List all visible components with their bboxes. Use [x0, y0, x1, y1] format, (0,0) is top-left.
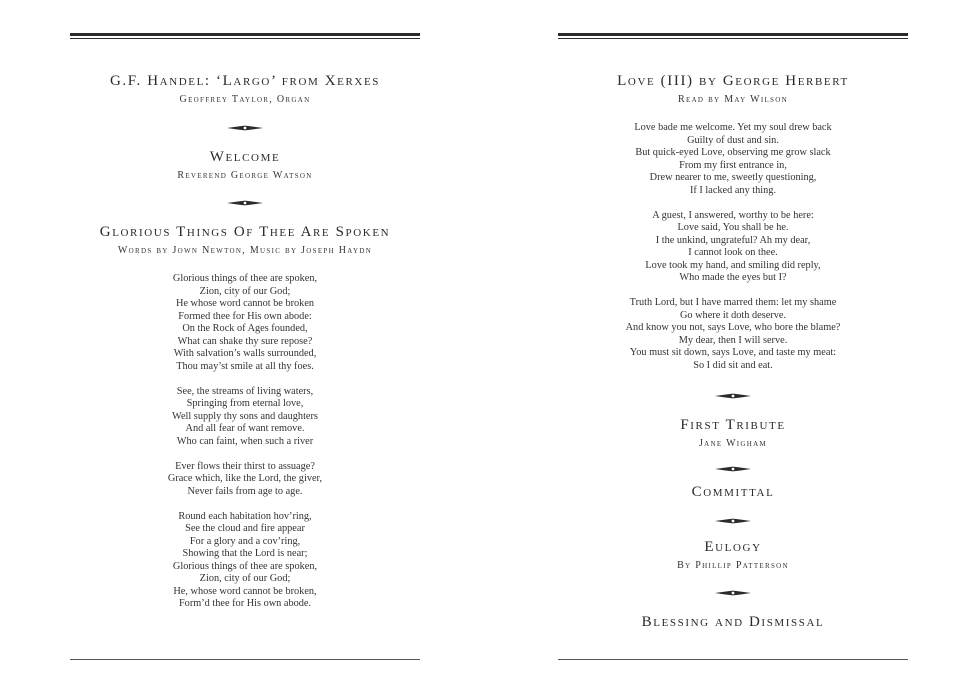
verse-line: Truth Lord, but I have marred them: let my shame [629, 297, 837, 308]
verse-line: Thou may’st smile at all thy foes. [176, 360, 314, 372]
verse-line: My dear, then I will serve. [678, 334, 788, 346]
stanza [558, 122, 908, 197]
verse-line: Zion, city of our God; [199, 285, 291, 297]
verse-line: And know you not, says Love, who bore the blame? [625, 322, 841, 333]
top-rule [558, 33, 908, 36]
poem-text [558, 122, 908, 385]
section-title: Committal [691, 484, 775, 500]
verse-line: From my first entrance in, [679, 159, 787, 171]
flourish-divider-icon [558, 466, 908, 472]
section-subtitle: Words by Jown Newton, Music by Joseph Haydn [117, 245, 373, 256]
verse-line: Showing that the Lord is near; [182, 548, 308, 559]
section-title: First Tribute [680, 417, 786, 433]
verse-line: So I did sit and eat. [693, 359, 773, 371]
stanza [70, 273, 420, 373]
bottom-rule [558, 659, 908, 660]
verse-line: Glorious things of thee are spoken, [172, 560, 318, 572]
verse-line: I the unkind, ungrateful? Ah my dear, [655, 234, 811, 246]
verse-line: See the cloud and fire appear [185, 523, 305, 534]
stanza [70, 386, 420, 449]
section-title: Blessing and Dismissal [641, 614, 825, 630]
section-committal [558, 483, 908, 501]
verse-line: Love said, You shall be he. [677, 222, 789, 233]
flourish-divider-icon [558, 518, 908, 524]
verse-line: I cannot look on thee. [688, 247, 778, 258]
verse-line: Form’d thee for His own abode. [178, 598, 312, 609]
verse-line: What can shake thy sure repose? [177, 335, 313, 347]
verse-line: Formed thee for His own abode: [178, 310, 312, 322]
verse-line: Glorious things of thee are spoken, [172, 273, 318, 284]
verse-line: Round each habitation hov’ring, [178, 510, 312, 522]
section-poem [558, 72, 908, 107]
verse-line: Grace which, like the Lord, the giver, [167, 473, 323, 484]
verse-line: Who can faint, when such a river [176, 435, 314, 447]
verse-line: You must sit down, says Love, and taste my meat: [629, 347, 837, 358]
stanza [558, 297, 908, 372]
stanza [70, 461, 420, 499]
flourish-divider-icon [70, 200, 420, 206]
stanza [558, 210, 908, 285]
flourish-divider-icon [558, 393, 908, 399]
verse-line: Love bade me welcome. Yet my soul drew back [634, 122, 832, 133]
section-blessing [558, 613, 908, 631]
section-first-tribute [558, 416, 908, 451]
poem-title: Love (III) by George Herbert [617, 73, 849, 89]
verse-line: If I lacked any thing. [689, 184, 777, 196]
verse-line: Never fails from age to age. [187, 485, 303, 497]
section-subtitle: Reverend George Watson [177, 170, 313, 181]
verse-line: He, whose word cannot be broken, [173, 585, 317, 597]
section-title: Welcome [209, 149, 281, 165]
verse-line: Go where it doth deserve. [679, 309, 787, 321]
verse-line: Well supply thy sons and daughters [172, 410, 318, 422]
right-page [558, 0, 908, 693]
section-title: Eulogy [704, 539, 762, 555]
verse-line: Drew nearer to me, sweetly questioning, [649, 172, 817, 183]
hymn-text [70, 273, 420, 623]
verse-line: But quick-eyed Love, observing me grow slack [635, 147, 831, 158]
section-subtitle: Geoffrey Taylor, Organ [179, 94, 311, 105]
verse-line: Springing from eternal love, [186, 398, 304, 409]
flourish-divider-icon [558, 590, 908, 596]
section-largo [70, 72, 420, 107]
section-welcome [70, 148, 420, 183]
flourish-divider-icon [70, 125, 420, 131]
section-hymn [70, 223, 420, 258]
verse-line: And all fear of want remove. [185, 423, 305, 434]
verse-line: Who made the eyes but I? [679, 272, 787, 283]
section-title: G.F. Handel: ‘Largo’ from Xerxes [110, 73, 380, 89]
verse-line: Guilty of dust and sin. [687, 134, 779, 146]
section-subtitle: By Phillip Patterson [677, 560, 789, 571]
bottom-rule [70, 659, 420, 660]
verse-line: For a glory and a cov’ring, [189, 535, 301, 547]
section-title: Glorious Things Of Thee Are Spoken [99, 224, 391, 240]
verse-line: On the Rock of Ages founded, [182, 323, 308, 334]
section-eulogy [558, 538, 908, 573]
verse-line: Love took my hand, and smiling did reply, [645, 259, 821, 271]
poem-reader: Read by May Wilson [678, 94, 788, 105]
verse-line: With salvation’s walls surrounded, [173, 348, 317, 359]
verse-line: See, the streams of living waters, [176, 385, 314, 397]
section-subtitle: Jane Wigham [698, 438, 768, 449]
verse-line: Ever flows their thirst to assuage? [175, 460, 315, 472]
verse-line: Zion, city of our God; [199, 573, 291, 584]
top-rule [70, 33, 420, 36]
verse-line: A guest, I answered, worthy to be here: [652, 209, 814, 221]
stanza [70, 511, 420, 611]
verse-line: He whose word cannot be broken [175, 298, 315, 309]
left-page [70, 0, 420, 693]
